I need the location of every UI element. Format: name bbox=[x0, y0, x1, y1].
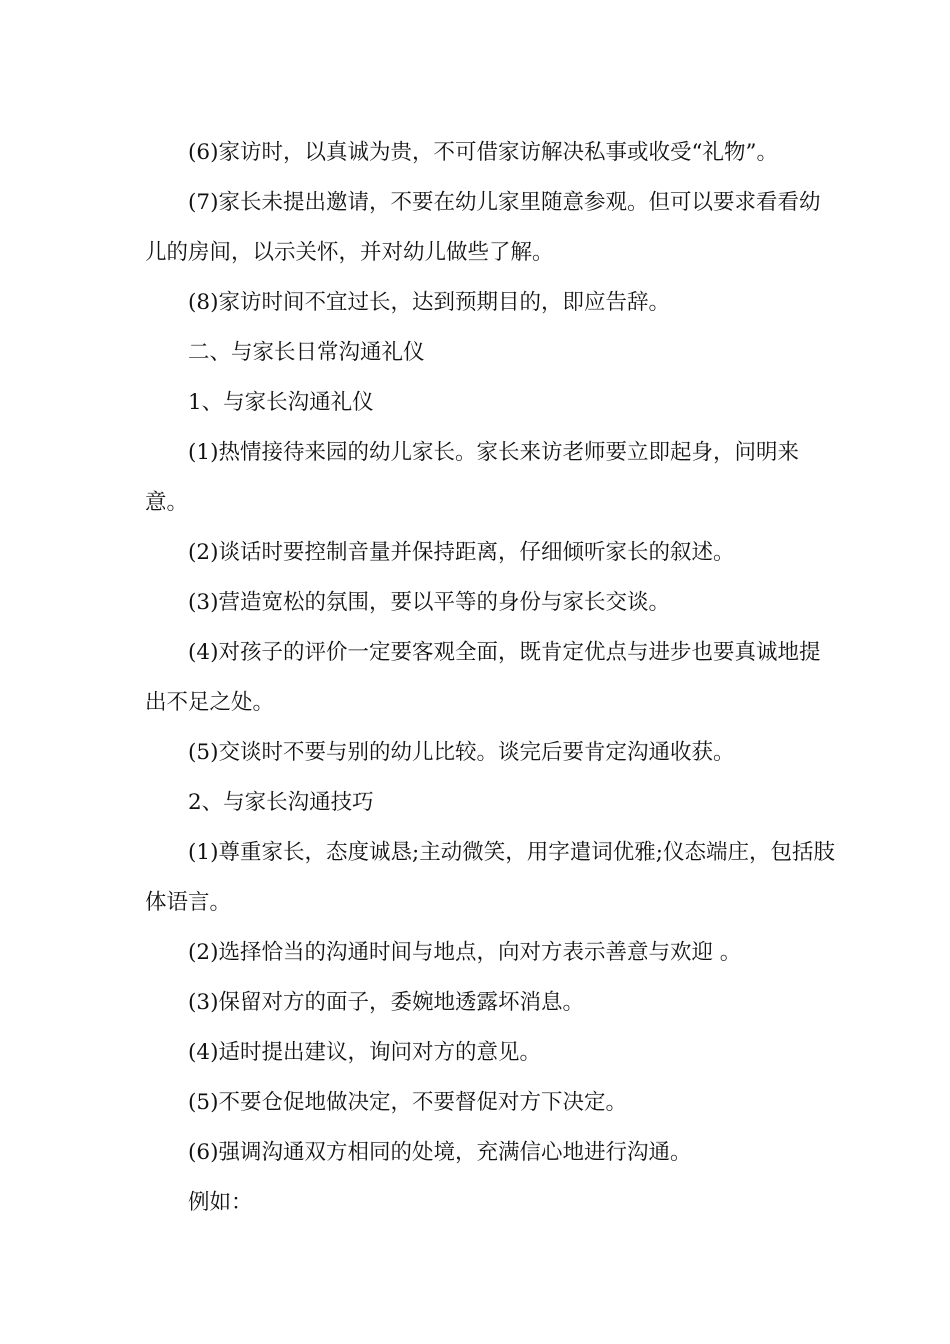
paragraph-etiquette-5: (5)交谈时不要与别的幼儿比较。谈完后要肯定沟通收获。 bbox=[188, 740, 735, 765]
subsection-heading-skills: 2、与家长沟通技巧 bbox=[188, 790, 374, 815]
paragraph-skills-6: (6)强调沟通双方相同的处境，充满信心地进行沟通。 bbox=[188, 1140, 692, 1165]
paragraph-skills-3: (3)保留对方的面子，委婉地透露坏消息。 bbox=[188, 990, 584, 1015]
paragraph-skills-5: (5)不要仓促地做决定，不要督促对方下决定。 bbox=[188, 1090, 627, 1115]
paragraph-etiquette-2: (2)谈话时要控制音量并保持距离，仔细倾听家长的叙述。 bbox=[188, 540, 735, 565]
paragraph-home-visit-7: (7)家长未提出邀请，不要在幼儿家里随意参观。但可以要求看看幼儿的房间，以示关怀，并对幼儿做些了解。 bbox=[145, 190, 821, 265]
paragraph-skills-4: (4)适时提出建议，询问对方的意见。 bbox=[188, 1040, 541, 1065]
paragraph-skills-2: (2)选择恰当的沟通时间与地点，向对方表示善意与欢迎 。 bbox=[188, 940, 742, 965]
paragraph-home-visit-8: (8)家访时间不宜过长，达到预期目的，即应告辞。 bbox=[188, 290, 670, 315]
section-heading-daily-communication: 二、与家长日常沟通礼仪 bbox=[188, 340, 425, 365]
paragraph-etiquette-4: (4)对孩子的评价一定要客观全面，既肯定优点与进步也要真诚地提出不足之处。 bbox=[145, 640, 821, 715]
subsection-heading-etiquette: 1、与家长沟通礼仪 bbox=[188, 390, 374, 415]
paragraph-skills-1: (1)尊重家长，态度诚恳;主动微笑，用字遣词优雅;仪态端庄，包括肢体语言。 bbox=[145, 840, 835, 915]
document-body bbox=[145, 128, 835, 1228]
paragraph-etiquette-1: (1)热情接待来园的幼儿家长。家长来访老师要立即起身，问明来意。 bbox=[145, 440, 799, 515]
paragraph-home-visit-6: (6)家访时，以真诚为贵，不可借家访解决私事或收受“礼物”。 bbox=[188, 140, 778, 165]
paragraph-etiquette-3: (3)营造宽松的氛围，要以平等的身份与家长交谈。 bbox=[188, 590, 670, 615]
paragraph-example-label: 例如： bbox=[188, 1190, 253, 1215]
